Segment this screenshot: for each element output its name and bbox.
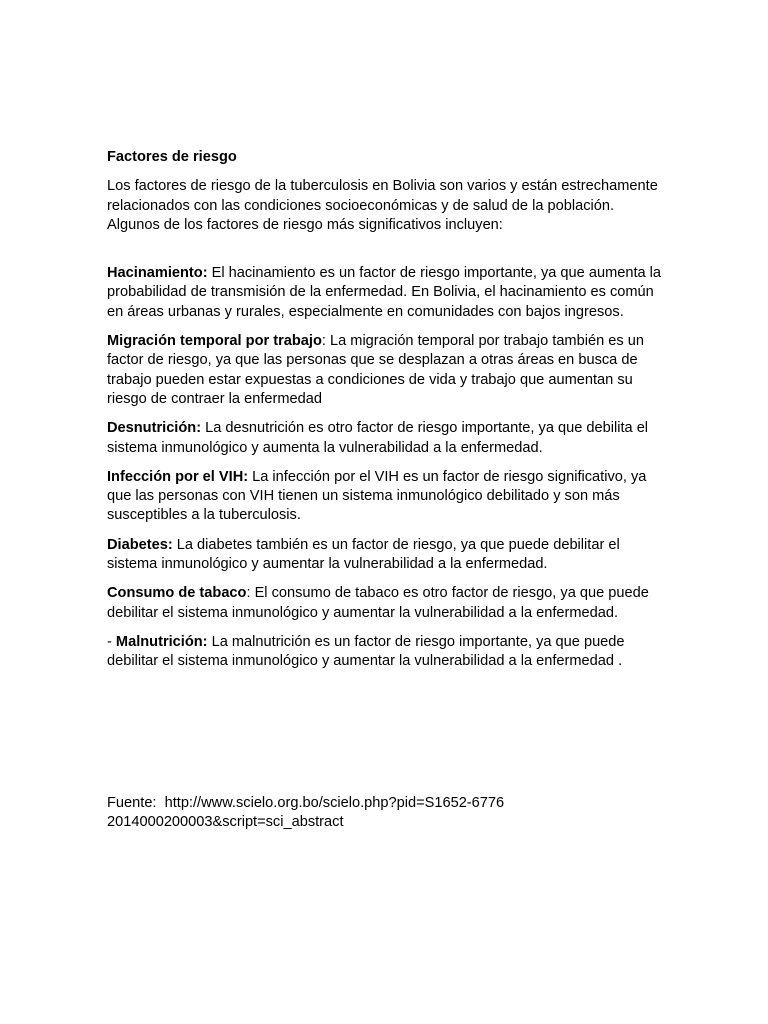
factor-prefix: - (107, 633, 116, 650)
source-label: Fuente: (107, 795, 157, 811)
source-citation (107, 794, 507, 833)
factor-term: Infección por el VIH: (107, 468, 249, 485)
section-heading: Factores de riesgo (107, 149, 237, 165)
factor-description: La desnutrición es otro factor de riesgo importante, ya que debilita el sistema inmunológico y aumenta la vulnerabilidad a la enfermedad. (107, 420, 649, 456)
factor-term: Hacinamiento: (107, 265, 208, 282)
source-link[interactable]: http://www.scielo.org.bo/scielo.php?pid=S1652-67762014000200003&script=sci_abstract (107, 795, 505, 831)
risk-factor-list (107, 264, 667, 671)
factor-description: : El consumo de tabaco es otro factor de riesgo, ya que puede debilitar el sistema inmunológico y aumentar la vulnerabilidad a la enfermedad. (107, 585, 649, 621)
risk-factor-vih (107, 468, 667, 526)
risk-factor-desnutricion (107, 419, 667, 458)
intro-paragraph: Los factores de riesgo de la tuberculosis en Bolivia son varios y están estrechamente relacionados con las condiciones socioeconómicas y de salud de la población. Algunos de los factores de riesgo más significativos incluyen: (107, 178, 658, 233)
factor-term: Desnutrición: (107, 420, 202, 437)
factor-description: La infección por el VIH es un factor de riesgo significativo, ya que las personas con VIH tienen un sistema inmunológico debilitado y son más susceptibles a la tuberculosis. (107, 468, 647, 524)
factor-term: Migración temporal por trabajo (107, 333, 322, 350)
factor-description: : La migración temporal por trabajo también es un factor de riesgo, ya que las personas que se desplazan a otras áreas en busca de trabajo pueden estar expuestas a condiciones de vida y trabajo que aumentan su riesgo de contraer la enfermedad (107, 333, 644, 407)
risk-factor-tabaco (107, 584, 667, 623)
factor-term: Diabetes: (107, 536, 173, 553)
risk-factor-diabetes (107, 536, 667, 575)
factor-term: Malnutrición: (115, 633, 208, 650)
document-body (107, 148, 667, 682)
factor-description: La diabetes también es un factor de riesgo, ya que puede debilitar el sistema inmunológico y aumentar la vulnerabilidad a la enfermedad. (107, 536, 620, 573)
risk-factor-hacinamiento (107, 264, 667, 322)
factor-term: Consumo de tabaco (107, 585, 247, 602)
risk-factor-malnutricion (107, 633, 667, 672)
factor-description: El hacinamiento es un factor de riesgo importante, ya que aumenta la probabilidad de transmisión de la enfermedad. En Bolivia, el hacinamiento es común en áreas urbanas y rurales, especialmente en comunidades con bajos ingresos. (107, 265, 662, 320)
risk-factor-migracion (107, 332, 667, 409)
factor-description: La malnutrición es un factor de riesgo importante, ya que puede debilitar el sistema inmunológico y aumentar la vulnerabilidad a la enfermedad . (107, 633, 625, 670)
